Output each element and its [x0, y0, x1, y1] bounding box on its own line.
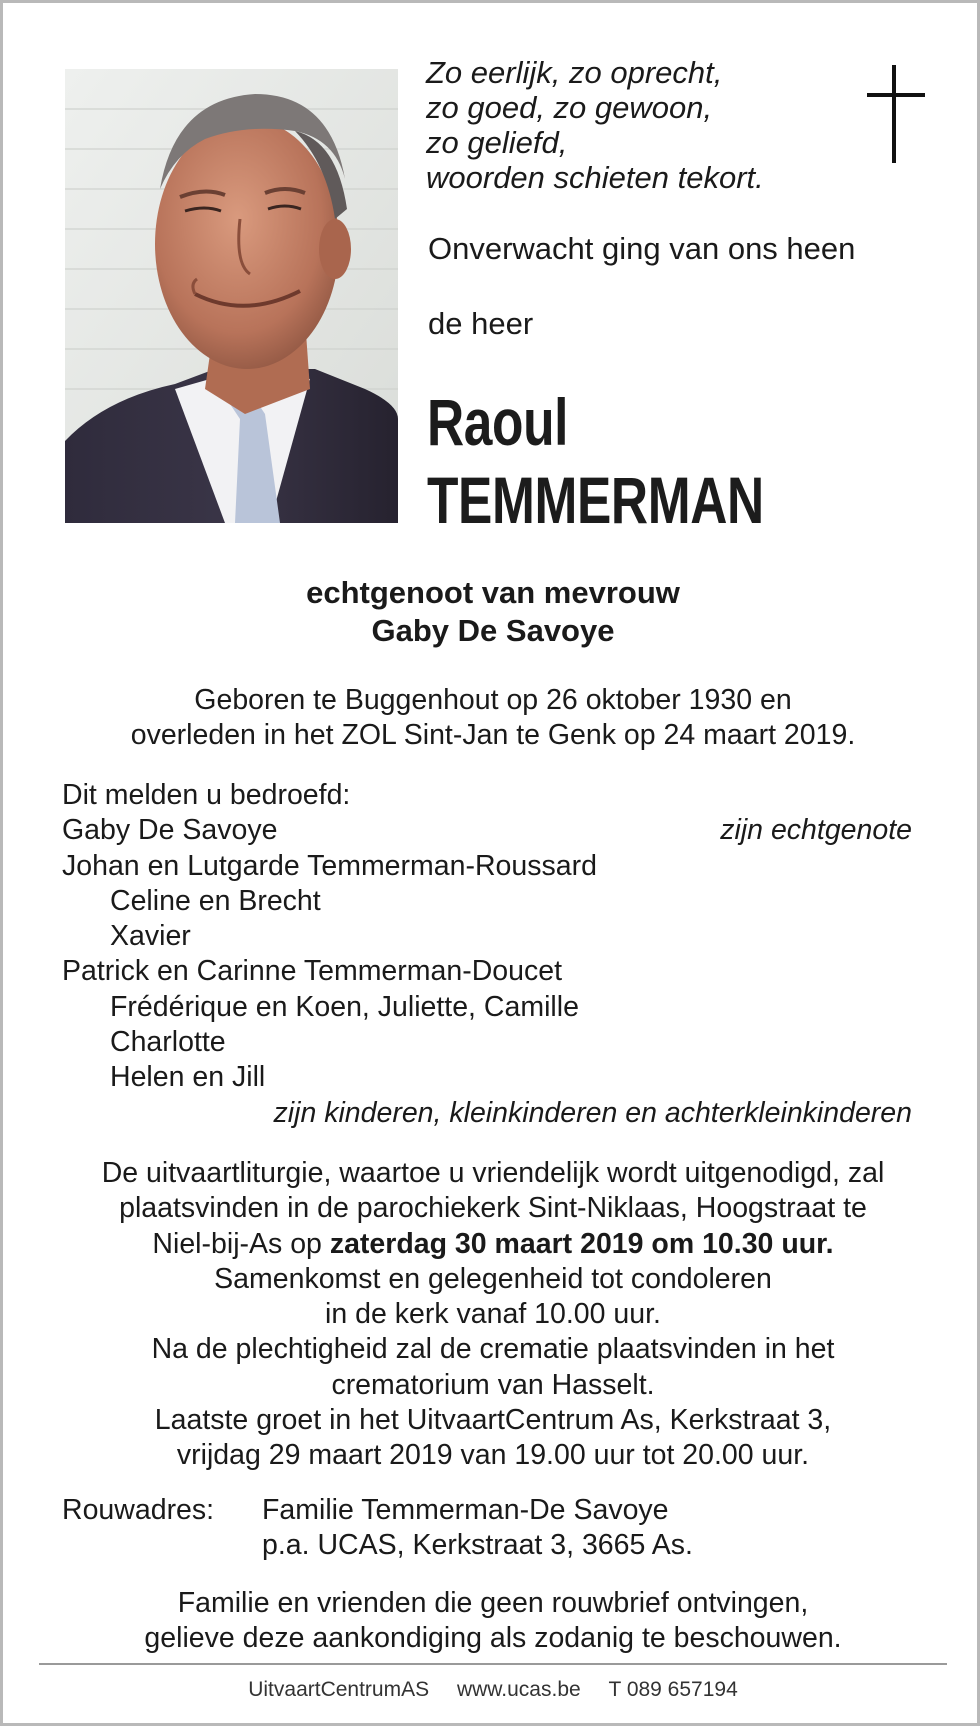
- portrait-photo: [65, 69, 398, 523]
- ceremony-date: zaterdag 30 maart 2019 om 10.30 uur.: [329, 1227, 834, 1260]
- birth-line: Geboren te Buggenhout op 26 oktober 1930 en: [194, 684, 792, 716]
- ceremony-line: Samenkomst en gelegenheid tot condoleren: [214, 1262, 772, 1295]
- ceremony-line: Laatste groet in het UitvaartCentrum As, Kerkstraat 3,: [154, 1404, 832, 1437]
- family-list: [62, 778, 912, 1131]
- poem: [426, 55, 764, 195]
- ceremony-line: vrijdag 29 maart 2019 van 19.00 uur tot 20.00 uur.: [176, 1439, 810, 1472]
- family-member: Frédérique en Koen, Juliette, Camille: [110, 990, 579, 1023]
- intro-text: Onverwacht ging van ons heen: [428, 231, 856, 266]
- ceremony-line: De uitvaartliturgie, waartoe u vriendelijk wordt uitgenodigd, zal: [101, 1157, 885, 1189]
- family-spouse-row: [62, 813, 912, 848]
- first-name: Raoul: [427, 385, 569, 459]
- honorific: de heer: [428, 306, 534, 341]
- cross-icon: [867, 65, 925, 163]
- poem-line: woorden schieten tekort.: [426, 160, 764, 195]
- death-line: overleden in het ZOL Sint-Jan te Genk op 24 maart 2019.: [130, 719, 856, 751]
- family-member: Xavier: [110, 920, 191, 953]
- footer-company: UitvaartCentrumAS: [248, 1678, 430, 1701]
- family-heading: Dit melden u bedroefd:: [62, 779, 351, 811]
- ceremony-info: [3, 1156, 980, 1474]
- footer-phone: T 089 657194: [608, 1678, 738, 1701]
- ceremony-date-prefix: Niel-bij-As op: [152, 1227, 330, 1260]
- deceased-name: [427, 383, 764, 539]
- address-line: Familie Temmerman-De Savoye: [262, 1494, 669, 1526]
- address-label: Rouwadres:: [62, 1494, 215, 1526]
- poem-line: zo geliefd,: [426, 125, 568, 160]
- spouse-block: [3, 574, 980, 650]
- ceremony-line: Na de plechtigheid zal de crematie plaatsvinden in het: [151, 1333, 835, 1366]
- notice-line: Familie en vrienden die geen rouwbrief ontvingen,: [177, 1587, 809, 1619]
- last-name: TEMMERMAN: [427, 463, 764, 537]
- notice-line: gelieve deze aankondiging als zodanig te beschouwen.: [144, 1622, 842, 1654]
- poem-line: zo goed, zo gewoon,: [426, 90, 713, 125]
- notice: [3, 1586, 980, 1656]
- poem-line: Zo eerlijk, zo oprecht,: [426, 55, 723, 90]
- family-member: Johan en Lutgarde Temmerman-Roussard: [62, 849, 597, 882]
- ceremony-date-line: [3, 1227, 980, 1262]
- footer-website[interactable]: www.ucas.be: [456, 1678, 581, 1701]
- footer-divider: [39, 1663, 947, 1665]
- family-member: Helen en Jill: [110, 1061, 266, 1094]
- family-member: Patrick en Carinne Temmerman-Doucet: [62, 955, 563, 988]
- family-closing: zijn kinderen, kleinkinderen en achterkleinkinderen: [273, 1096, 912, 1129]
- ceremony-line: plaatsvinden in de parochiekerk Sint-Niklaas, Hoogstraat te: [119, 1192, 867, 1225]
- family-member: Celine en Brecht: [110, 884, 321, 917]
- family-spouse-name: Gaby De Savoye: [62, 814, 278, 847]
- birth-death-info: [3, 683, 980, 753]
- family-member: Charlotte: [110, 1026, 226, 1059]
- footer: [3, 1678, 980, 1702]
- ceremony-line: crematorium van Hasselt.: [331, 1368, 655, 1401]
- spouse-line: echtgenoot van mevrouw: [306, 575, 680, 610]
- spouse-name: Gaby De Savoye: [371, 613, 615, 648]
- address-line: p.a. UCAS, Kerkstraat 3, 3665 As.: [262, 1529, 693, 1561]
- ceremony-line: in de kerk vanaf 10.00 uur.: [325, 1298, 661, 1331]
- family-spouse-role: zijn echtgenote: [720, 814, 912, 847]
